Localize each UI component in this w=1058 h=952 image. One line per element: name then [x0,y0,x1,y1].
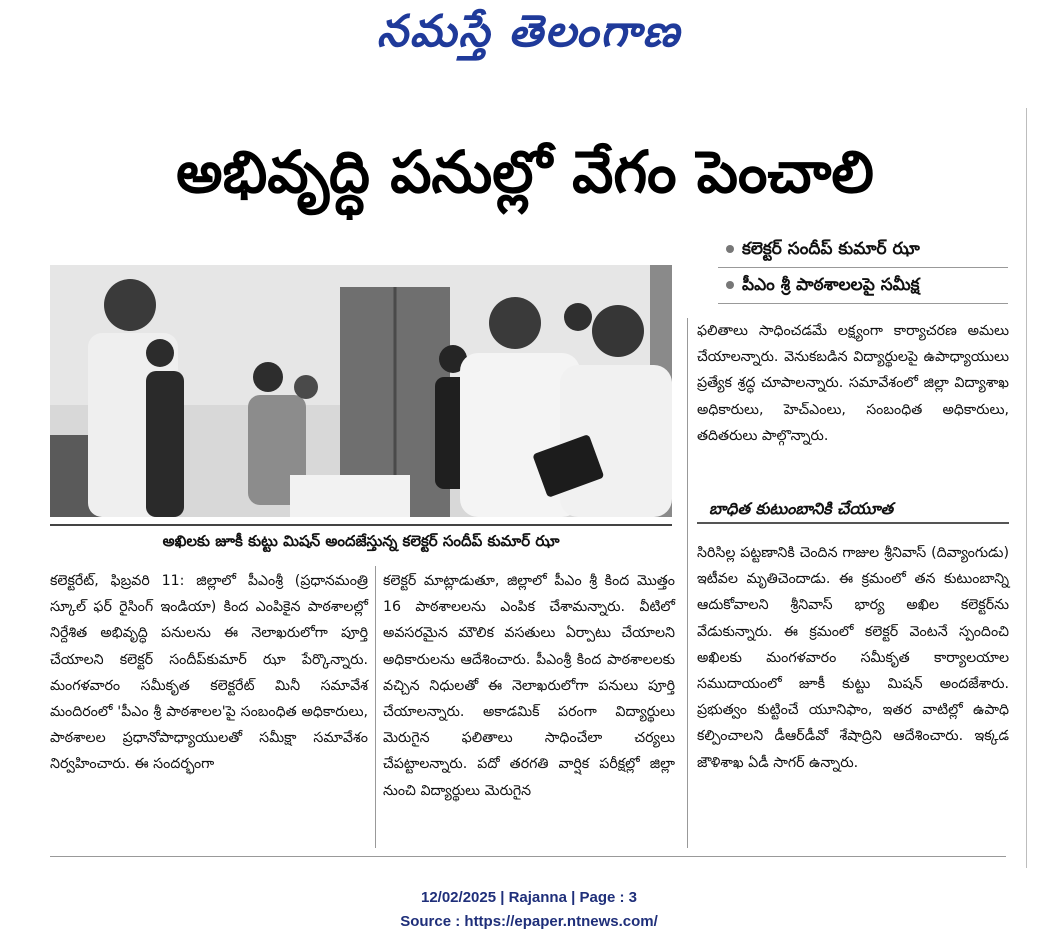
bullet-dot-icon [726,281,734,289]
sub-article-heading: బాధిత కుటుంబానికి చేయూత [697,496,1009,524]
article-bottom-rule [50,856,1006,857]
article-paragraph: ఫలితాలు సాధించడమే లక్ష్యంగా కార్యాచరణ అమలు చేయాలన్నారు. వెనుకబడిన విద్యార్థులపై ఉపాధ్యాయులు ప్రత్యేక శ్రద్ధ చూపాలన్నారు. సమావేశంలో జిల్లా విద్యాశాఖ అధికారులు, హెచ్‌ఎంలు, సంబంధిత అధికారులు, తదితరులు పాల్గొన్నారు. [697,323,1009,444]
article-column-1 [50,568,368,778]
footer-date-line: 12/02/2025 | Rajanna | Page : 3 [420,889,637,906]
photo-caption: అఖిలకు జూకీ కుట్టు మిషన్ అందజేస్తున్న కలెక్టర్ సందీప్ కుమార్ ఝా [50,524,672,554]
newspaper-masthead: నమస్తే తెలంగాణ [376,6,682,57]
sub-article-body [697,540,1009,776]
bullet-item [718,268,1008,304]
footer-source-line: Source : https://epaper.ntnews.com/ [400,913,658,930]
right-margin-rule [1026,108,1027,868]
bullet-text: పీఎం శ్రీ పాఠశాలలపై సమీక్ష [742,275,920,295]
article-paragraph: కలెక్టర్ మాట్లాడుతూ, జిల్లాలో పీఎం శ్రీ కింద మొత్తం 16 పాఠశాలలను ఎంపిక చేశామన్నారు. వీటిలో అవసరమైన మౌలిక వసతులు ఏర్పాటు చేయాలని అధికారులను ఆదేశించారు. పీఎంశ్రీ కింద పాఠశాలలకు వచ్చిన నిధులతో ఈ నెలాఖరులోగా పనులు పూర్తి చేయాలన్నారు. అకాడమిక్ పరంగా విద్యార్థులు మెరుగైన ఫలితాలు సాధించేలా చర్యలు చేపట్టాలన్నారు. పదో తరగతి వార్షిక పరీక్షల్లో జిల్లా నుంచి విద్యార్థులు మెరుగైన [383,573,675,799]
bullet-item [718,232,1008,268]
highlight-bullets [718,232,1008,304]
news-photo [50,265,672,517]
article-column-3 [697,318,1009,449]
article-paragraph: సిరిసిల్ల పట్టణానికి చెందిన గాజుల శ్రీనివాస్ (దివ్యాంగుడు) ఇటీవల మృతిచెందాడు. ఈ క్రమంలో తన కుటుంబాన్ని ఆదుకోవాలని శ్రీనివాస్ భార్య అఖిల కలెక్టర్‌ను వేడుకున్నారు. ఈ క్రమంలో కలెక్టర్ వెంటనే స్పందించి అఖిలకు మంగళవారం సమీకృత కార్యాలయాల సముదాయంలో జూకీ కుట్టు మిషన్ అందజేశారు. ప్రభుత్వం కుట్టించే యూనిఫాం, ఇతర వాటిల్లో ఉపాధి కల్పించాలని డీఆర్‌డీవో శేషాద్రిని ఆదేశించారు. ఇక్కడ జౌళిశాఖ ఏడీ సాగర్ ఉన్నారు. [697,545,1009,771]
news-photo-illustration [50,265,672,517]
article-column-2 [383,568,675,804]
bullet-dot-icon [726,245,734,253]
column-divider [375,566,376,848]
article-paragraph: కలెక్టరేట్, ఫిబ్రవరి 11: జిల్లాలో పీఎంశ్రీ (ప్రధానమంత్రి స్కూల్ ఫర్ రైసింగ్ ఇండియా) కింద ఎంపికైన పాఠశాలల్లో నిర్దేశిత అభివృద్ధి పనులను ఈ నెలాఖరులోగా పూర్తి చేయాలని కలెక్టర్ సందీప్‌కుమార్ ఝా పేర్కొన్నారు. మంగళవారం సమీకృత కలెక్టరేట్ మినీ సమావేశ మందిరంలో 'పీఎం శ్రీ పాఠశాలల'పై సంబంధిత అధికారులు, పాఠశాలల ప్రధానోపాధ్యాయులతో సమీక్షా సమావేశం నిర్వహించారు. ఈ సందర్భంగా [50,573,368,773]
article-headline: అభివృద్ధి పనుల్లో వేగం పెంచాలి [176,138,874,206]
bullet-text: కలెక్టర్ సందీప్ కుమార్ ఝా [742,239,920,259]
column-divider [687,318,688,848]
